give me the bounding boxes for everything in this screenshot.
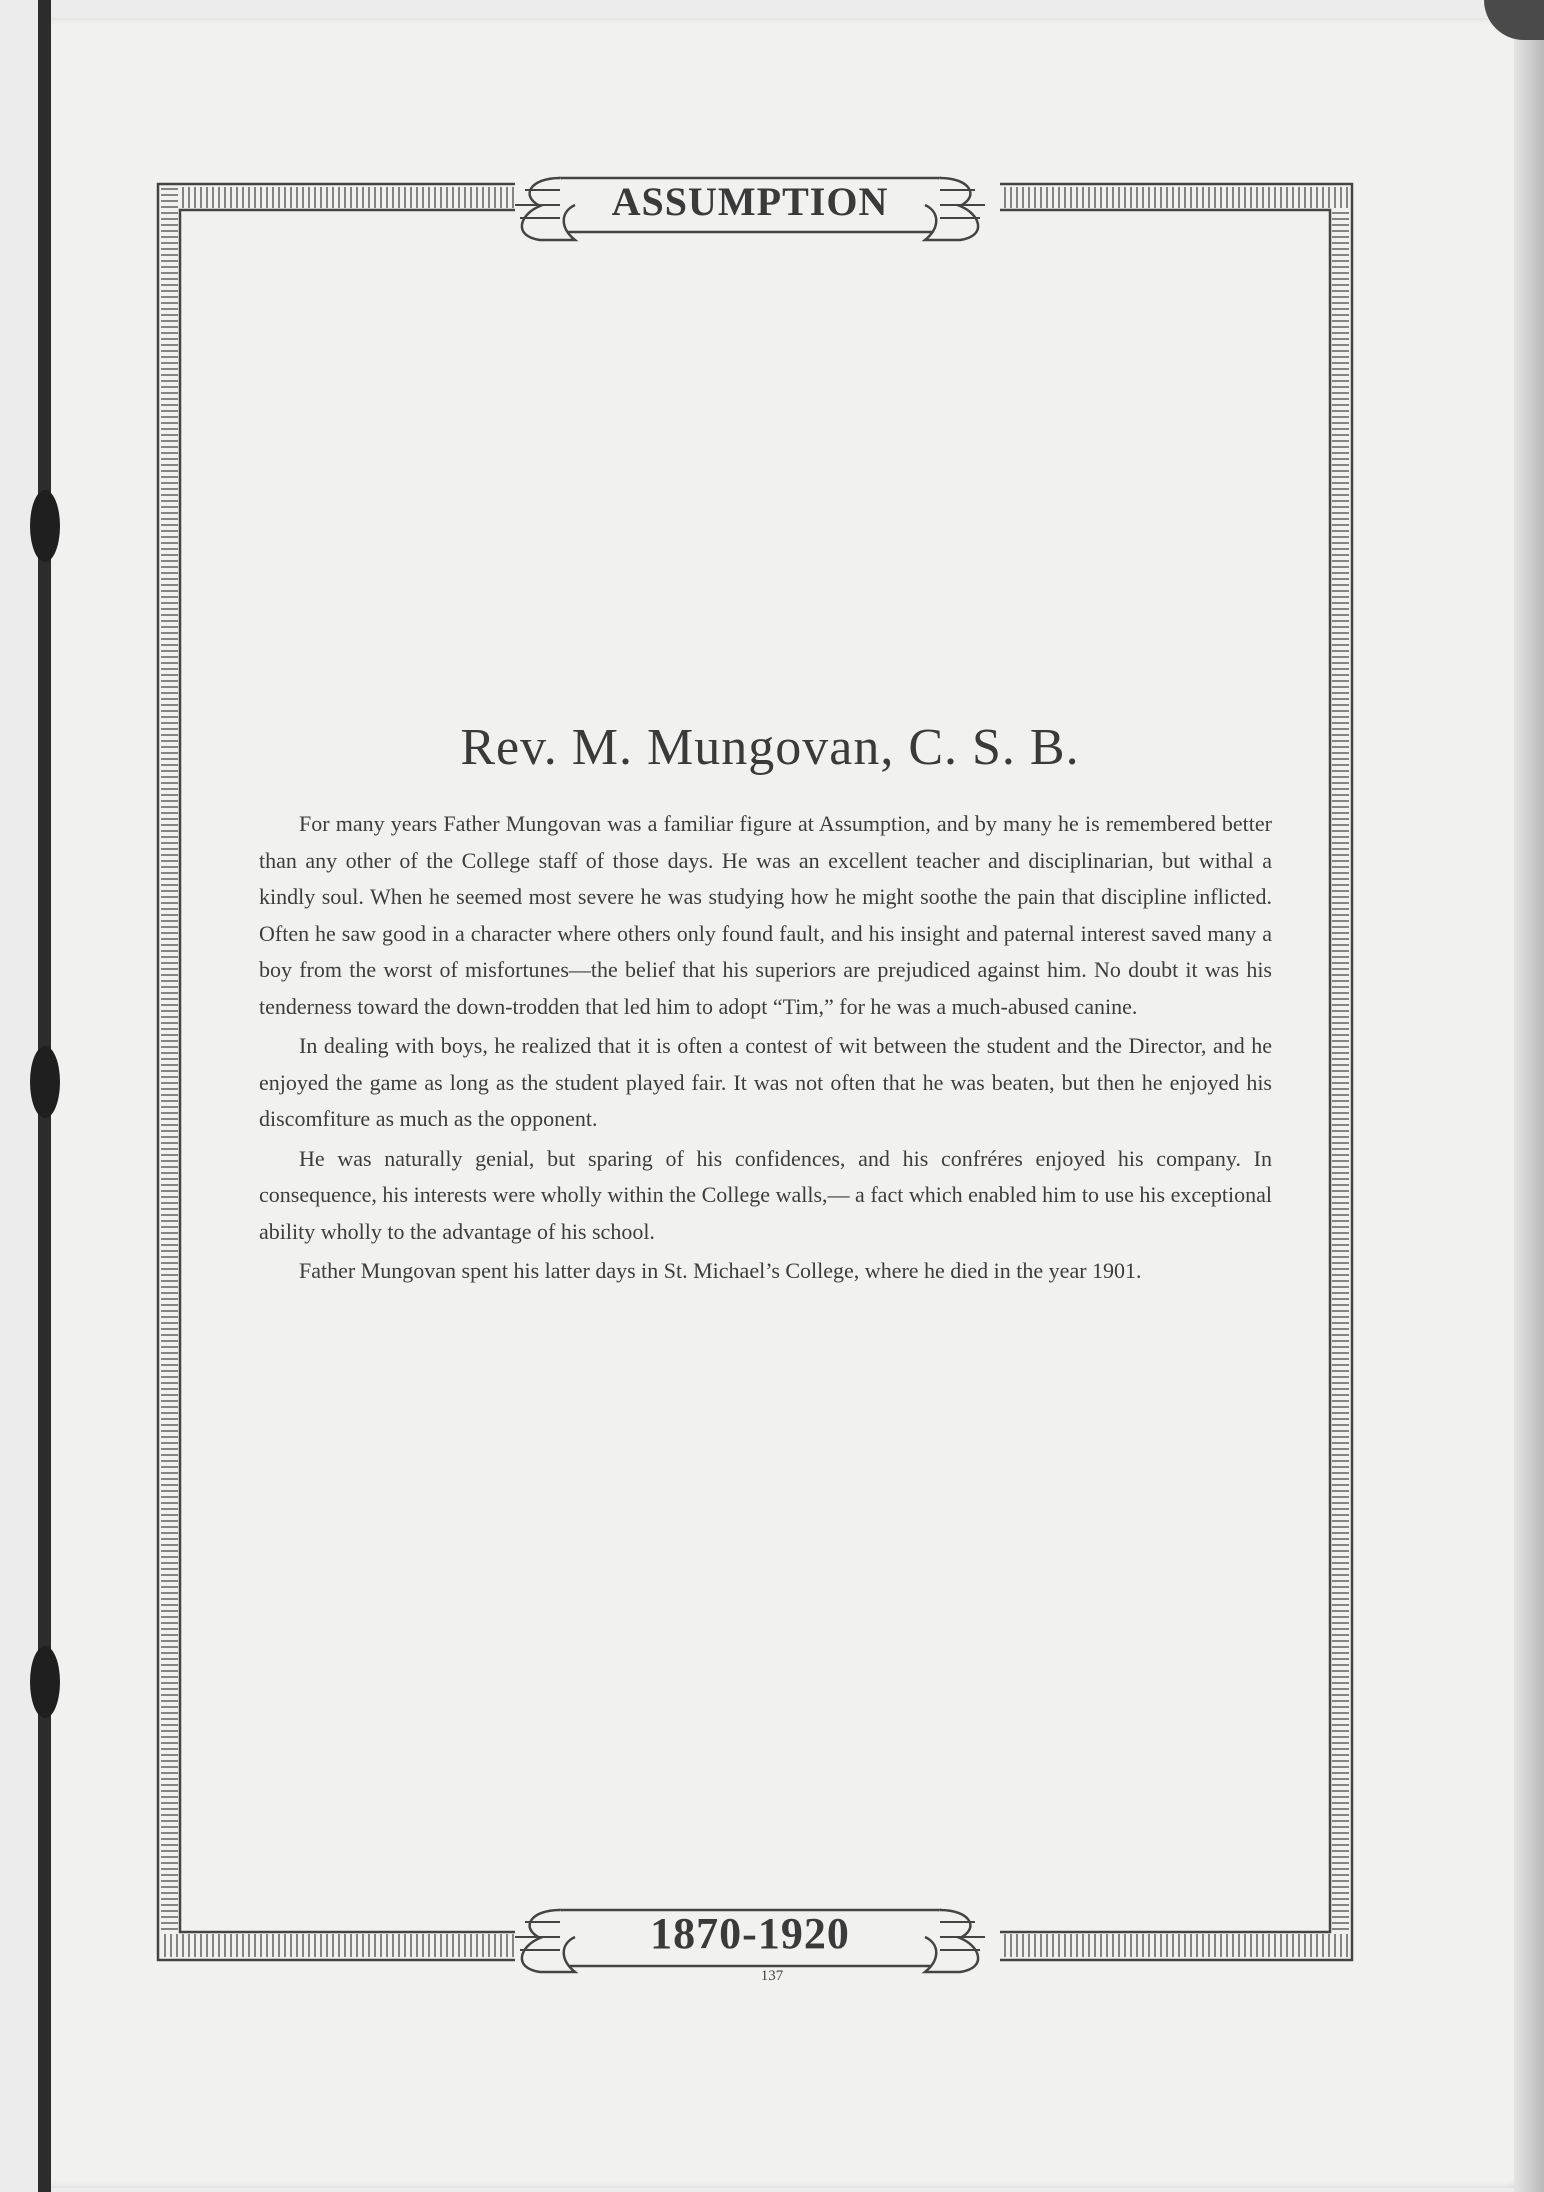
- paragraph: He was naturally genial, but sparing of his confidences, and his confréres enjoyed his company. In consequence, his interests were wholly within the College walls,— a fact which enabled him to use his exceptional ability wholly to the advantage of his school.: [259, 1145, 1272, 1244]
- footer-banner: 1870-1920: [650, 1909, 850, 1958]
- paragraph: Father Mungovan spent his latter days in St. Michael’s College, where he died in the year 1901.: [299, 1258, 1142, 1283]
- article-title: Rev. M. Mungovan, C. S. B.: [460, 719, 1080, 776]
- paragraph: For many years Father Mungovan was a familiar figure at Assumption, and by many he is remembered better than any other of the College staff of those days. He was an excellent teacher and disciplinarian, but withal a kindly soul. When he seemed most severe he was studying how he might soothe the pain that discipline inflicted. Often he saw good in a character where others only found fault, and his insight and paternal interest saved many a boy from the worst of misfortunes—the belief that his superiors are prejudiced against him. No doubt it was his tenderness toward the down-trodden that led him to adopt “Tim,” for he was a much-abused canine.: [259, 811, 1272, 1019]
- article-body: [259, 806, 1272, 1293]
- paragraph: In dealing with boys, he realized that it is often a contest of wit between the student and the Director, and he enjoyed the game as long as the student played fair. It was not often that he was beaten, but then he enjoyed his discomfiture as much as the opponent.: [259, 1033, 1272, 1131]
- page-number: 137: [760, 1968, 784, 1984]
- header-banner: ASSUMPTION: [611, 179, 889, 224]
